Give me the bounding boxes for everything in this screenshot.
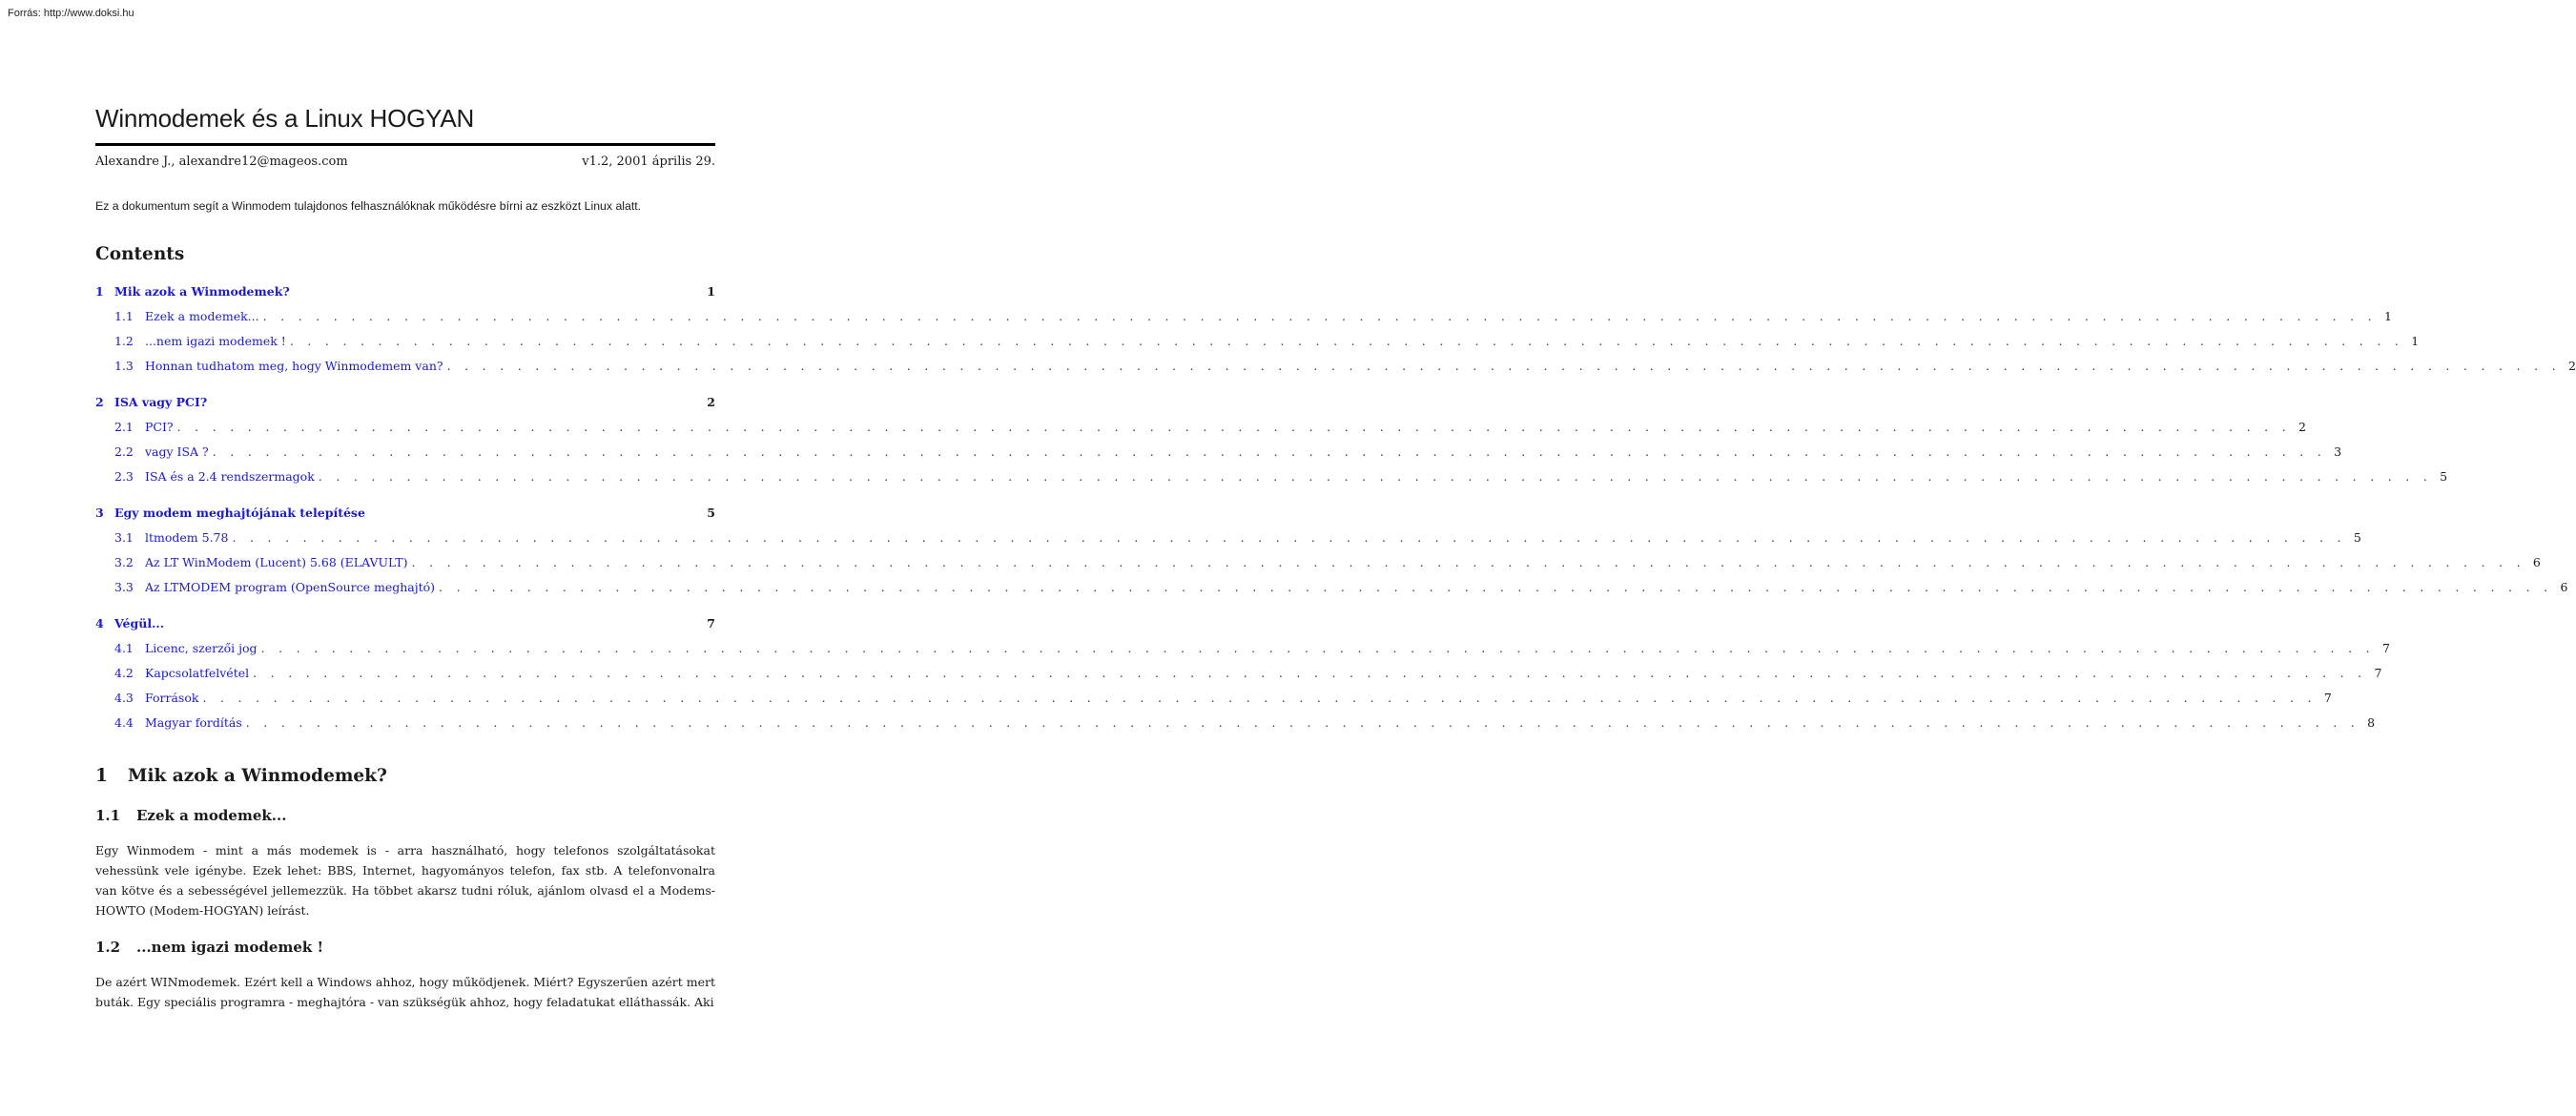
document-title: Winmodemek és a Linux HOGYAN [95,104,475,133]
toc-subsection-number: 4.4 [114,715,134,730]
toc-page-number: 5 [707,506,715,520]
toc-leader-dots: . . . . . . . . . . . . . . . . . . . . . . . . . . . . . . . . . . . . . . . . . . . . . . . . . . . . . . . . . . . . . . . . . . . . . . . . . . . . . . . . . . . . . . . . . . . . . . . . . . . . . . . . . . . . . . . . . . . . . . . . [212,444,2327,459]
toc-leader-dots: . . . . . . . . . . . . . . . . . . . . . . . . . . . . . . . . . . . . . . . . . . . . . . . . . . . . . . . . . . . . . . . . . . . . . . . . . . . . . . . . . . . . . . . . . . . . . . . . . . . . . . . . . . . . . . . . . . . . . . . . [232,530,2346,545]
toc-subsection-link[interactable] [95,465,2448,489]
toc-subsection-number: 4.3 [114,691,134,705]
toc-subsection-link[interactable] [95,354,2576,379]
source-label: Forrás: http://www.doksi.hu [8,8,134,19]
toc-subsection-label: ltmodem 5.78 [145,530,229,545]
toc-subsection-number: 3.2 [114,555,134,569]
toc-section-label: ISA vagy PCI? [114,395,208,409]
toc-subsection-label: ...nem igazi modemek ! [145,334,286,348]
toc-section-link[interactable] [95,390,715,415]
toc-page-number: 7 [2374,666,2382,680]
toc-page-number: 1 [2411,334,2420,348]
toc-leader-dots: . . . . . . . . . . . . . . . . . . . . . . . . . . . . . . . . . . . . . . . . . . . . . . . . . . . . . . . . . . . . . . . . . . . . . . . . . . . . . . . . . . . . . . . . . . . . . . . . . . . . . . . . . . . . . . . . . . . . . . . . [289,334,2404,348]
toc-section-link[interactable] [95,611,715,636]
paragraph: De azért WINmodemek. Ezért kell a Windows ahhoz, hogy működjenek. Miért? Egyszerűen azért mert buták. Egy speciális programra - meghajtóra - van szükségük ahhoz, hogy feladatukat elláthassák. Aki [95,975,715,1009]
toc-subsection-number: 4.2 [114,666,134,680]
toc-page-number: 1 [707,284,715,299]
toc-section-label: Mik azok a Winmodemek? [114,284,290,299]
abstract: Ez a dokumentum segít a Winmodem tulajdonos felhasználóknak működésre bírni az eszközt Linux alatt. [95,199,642,213]
toc-section-number: 1 [95,284,104,299]
toc-leader-dots: . . . . . . . . . . . . . . . . . . . . . . . . . . . . . . . . . . . . . . . . . . . . . . . . . . . . . . . . . . . . . . . . . . . . . . . . . . . . . . . . . . . . . . . . . . . . . . . . . . . . . . . . . . . . . . . . . . . . . . . . [318,469,2433,484]
toc-subsection-label: Az LTMODEM program (OpenSource meghajtó) [145,580,436,594]
toc-page-number: 7 [2323,691,2332,705]
toc-subsection-label: Az LT WinModem (Lucent) 5.68 (ELAVULT) [145,555,408,569]
toc-page-number: 6 [2560,580,2568,594]
toc-section-link[interactable] [95,279,715,304]
toc-section-label: Egy modem meghajtójának telepítése [114,506,365,520]
toc-page-number: 5 [2440,469,2448,484]
toc-subsection-link[interactable] [95,440,2342,465]
toc-subsection-label: Magyar fordítás [145,715,242,730]
toc-subsection-link[interactable] [95,304,2392,329]
paragraph: Egy Winmodem - mint a más modemek is - arra használható, hogy telefonos szolgáltatásokat vehessünk vele igénybe. Ezek lehet: BBS, Internet, hagyományos telefon, fax stb. A telefonvonalra van kötve és a sebességével jellemezzük. Ha többet akarsz tudni róluk, ajánlom olvasd el a Modems-HOWTO (Modem-HOGYAN) leírást. [95,843,715,918]
toc-subsection-number: 2.1 [114,420,134,434]
toc-section-group [95,501,2568,600]
toc-page-number: 6 [2532,555,2541,569]
toc-subsection-label: vagy ISA ? [145,444,209,459]
toc-leader-dots: . . . . . . . . . . . . . . . . . . . . . . . . . . . . . . . . . . . . . . . . . . . . . . . . . . . . . . . . . . . . . . . . . . . . . . . . . . . . . . . . . . . . . . . . . . . . . . . . . . . . . . . . . . . . . . . . . . . . . . . . [446,359,2561,373]
author-line: Alexandre J., alexandre12@mageos.com [95,155,348,169]
toc-section-group [95,611,2390,735]
toc-leader-dots: . . . . . . . . . . . . . . . . . . . . . . . . . . . . . . . . . . . . . . . . . . . . . . . . . . . . . . . . . . . . . . . . . . . . . . . . . . . . . . . . . . . . . . . . . . . . . . . . . . . . . . . . . . . . . . . . . . . . . . . . [262,309,2377,323]
contents-heading: Contents [95,244,185,264]
toc-subsection-link[interactable] [95,329,2420,354]
toc-leader-dots: . . . . . . . . . . . . . . . . . . . . . . . . . . . . . . . . . . . . . . . . . . . . . . . . . . . . . . . . . . . . . . . . . . . . . . . . . . . . . . . . . . . . . . . . . . . . . . . . . . . . . . . . . . . . . . . . . . . . . . . . [176,420,2291,434]
toc-section-group [95,390,2448,489]
toc-subsection-label: Kapcsolatfelvétel [145,666,250,680]
toc-subsection-label: Honnan tudhatom meg, hogy Winmodemem van? [145,359,443,373]
toc-subsection-label: PCI? [145,420,174,434]
toc-subsection-number: 3.1 [114,530,134,545]
toc-section-number: 2 [95,395,104,409]
toc-subsection-link[interactable] [95,686,2332,711]
toc-page-number: 1 [2384,309,2392,323]
toc-page-number: 5 [2353,530,2361,545]
toc-subsection-number: 1.1 [114,309,134,323]
toc-subsection-label: Licenc, szerzői jog [145,641,258,655]
toc-subsection-link[interactable] [95,636,2390,661]
toc-section-link[interactable] [95,501,715,526]
toc-subsection-link[interactable] [95,575,2568,600]
toc-subsection-number: 1.3 [114,359,134,373]
toc-page-number: 3 [2334,444,2342,459]
toc-subsection-link[interactable] [95,661,2382,686]
toc-subsection-number: 4.1 [114,641,134,655]
toc-subsection-number: 2.2 [114,444,134,459]
meta-line [95,153,715,172]
title-rule [95,143,715,146]
toc-subsection-link[interactable] [95,550,2541,575]
section-heading: 1 Mik azok a Winmodemek? [95,766,387,786]
toc-page-number: 8 [2367,715,2376,730]
toc-leader-dots: . . . . . . . . . . . . . . . . . . . . . . . . . . . . . . . . . . . . . . . . . . . . . . . . . . . . . . . . . . . . . . . . . . . . . . . . . . . . . . . . . . . . . . . . . . . . . . . . . . . . . . . . . . . . . . . . . . . . . . . . [260,641,2375,655]
toc-leader-dots: . . . . . . . . . . . . . . . . . . . . . . . . . . . . . . . . . . . . . . . . . . . . . . . . . . . . . . . . . . . . . . . . . . . . . . . . . . . . . . . . . . . . . . . . . . . . . . . . . . . . . . . . . . . . . . . . . . . . . . . . [439,580,2553,594]
toc-section-group [95,279,2576,379]
toc-subsection-label: Ezek a modemek... [145,309,259,323]
toc-subsection-link[interactable] [95,711,2376,735]
toc-section-label: Végül... [114,616,165,630]
toc-page-number: 7 [707,616,715,630]
toc-page-number: 7 [2381,641,2390,655]
toc-subsection-label: ISA és a 2.4 rendszermagok [145,469,315,484]
document-page [95,101,2576,1012]
toc-subsection-label: Források [145,691,199,705]
toc-subsection-number: 3.3 [114,580,134,594]
toc-subsection-link[interactable] [95,526,2361,550]
toc-page-number: 2 [707,395,715,409]
toc-section-number: 3 [95,506,104,520]
table-of-contents [95,279,2576,735]
toc-leader-dots: . . . . . . . . . . . . . . . . . . . . . . . . . . . . . . . . . . . . . . . . . . . . . . . . . . . . . . . . . . . . . . . . . . . . . . . . . . . . . . . . . . . . . . . . . . . . . . . . . . . . . . . . . . . . . . . . . . . . . . . . [245,715,2360,730]
subsection-heading: 1.2 ...nem igazi modemek ! [95,939,324,956]
toc-page-number: 2 [2567,359,2576,373]
toc-subsection-number: 1.2 [114,334,134,348]
toc-page-number: 2 [2298,420,2306,434]
toc-section-number: 4 [95,616,104,630]
toc-leader-dots: . . . . . . . . . . . . . . . . . . . . . . . . . . . . . . . . . . . . . . . . . . . . . . . . . . . . . . . . . . . . . . . . . . . . . . . . . . . . . . . . . . . . . . . . . . . . . . . . . . . . . . . . . . . . . . . . . . . . . . . . [202,691,2317,705]
toc-subsection-link[interactable] [95,415,2306,440]
toc-leader-dots: . . . . . . . . . . . . . . . . . . . . . . . . . . . . . . . . . . . . . . . . . . . . . . . . . . . . . . . . . . . . . . . . . . . . . . . . . . . . . . . . . . . . . . . . . . . . . . . . . . . . . . . . . . . . . . . . . . . . . . . . [253,666,2367,680]
subsection-heading: 1.1 Ezek a modemek... [95,807,287,824]
version-line: v1.2, 2001 április 29. [582,155,715,169]
toc-subsection-number: 2.3 [114,469,134,484]
toc-leader-dots: . . . . . . . . . . . . . . . . . . . . . . . . . . . . . . . . . . . . . . . . . . . . . . . . . . . . . . . . . . . . . . . . . . . . . . . . . . . . . . . . . . . . . . . . . . . . . . . . . . . . . . . . . . . . . . . . . . . . . . . . [411,555,2525,569]
